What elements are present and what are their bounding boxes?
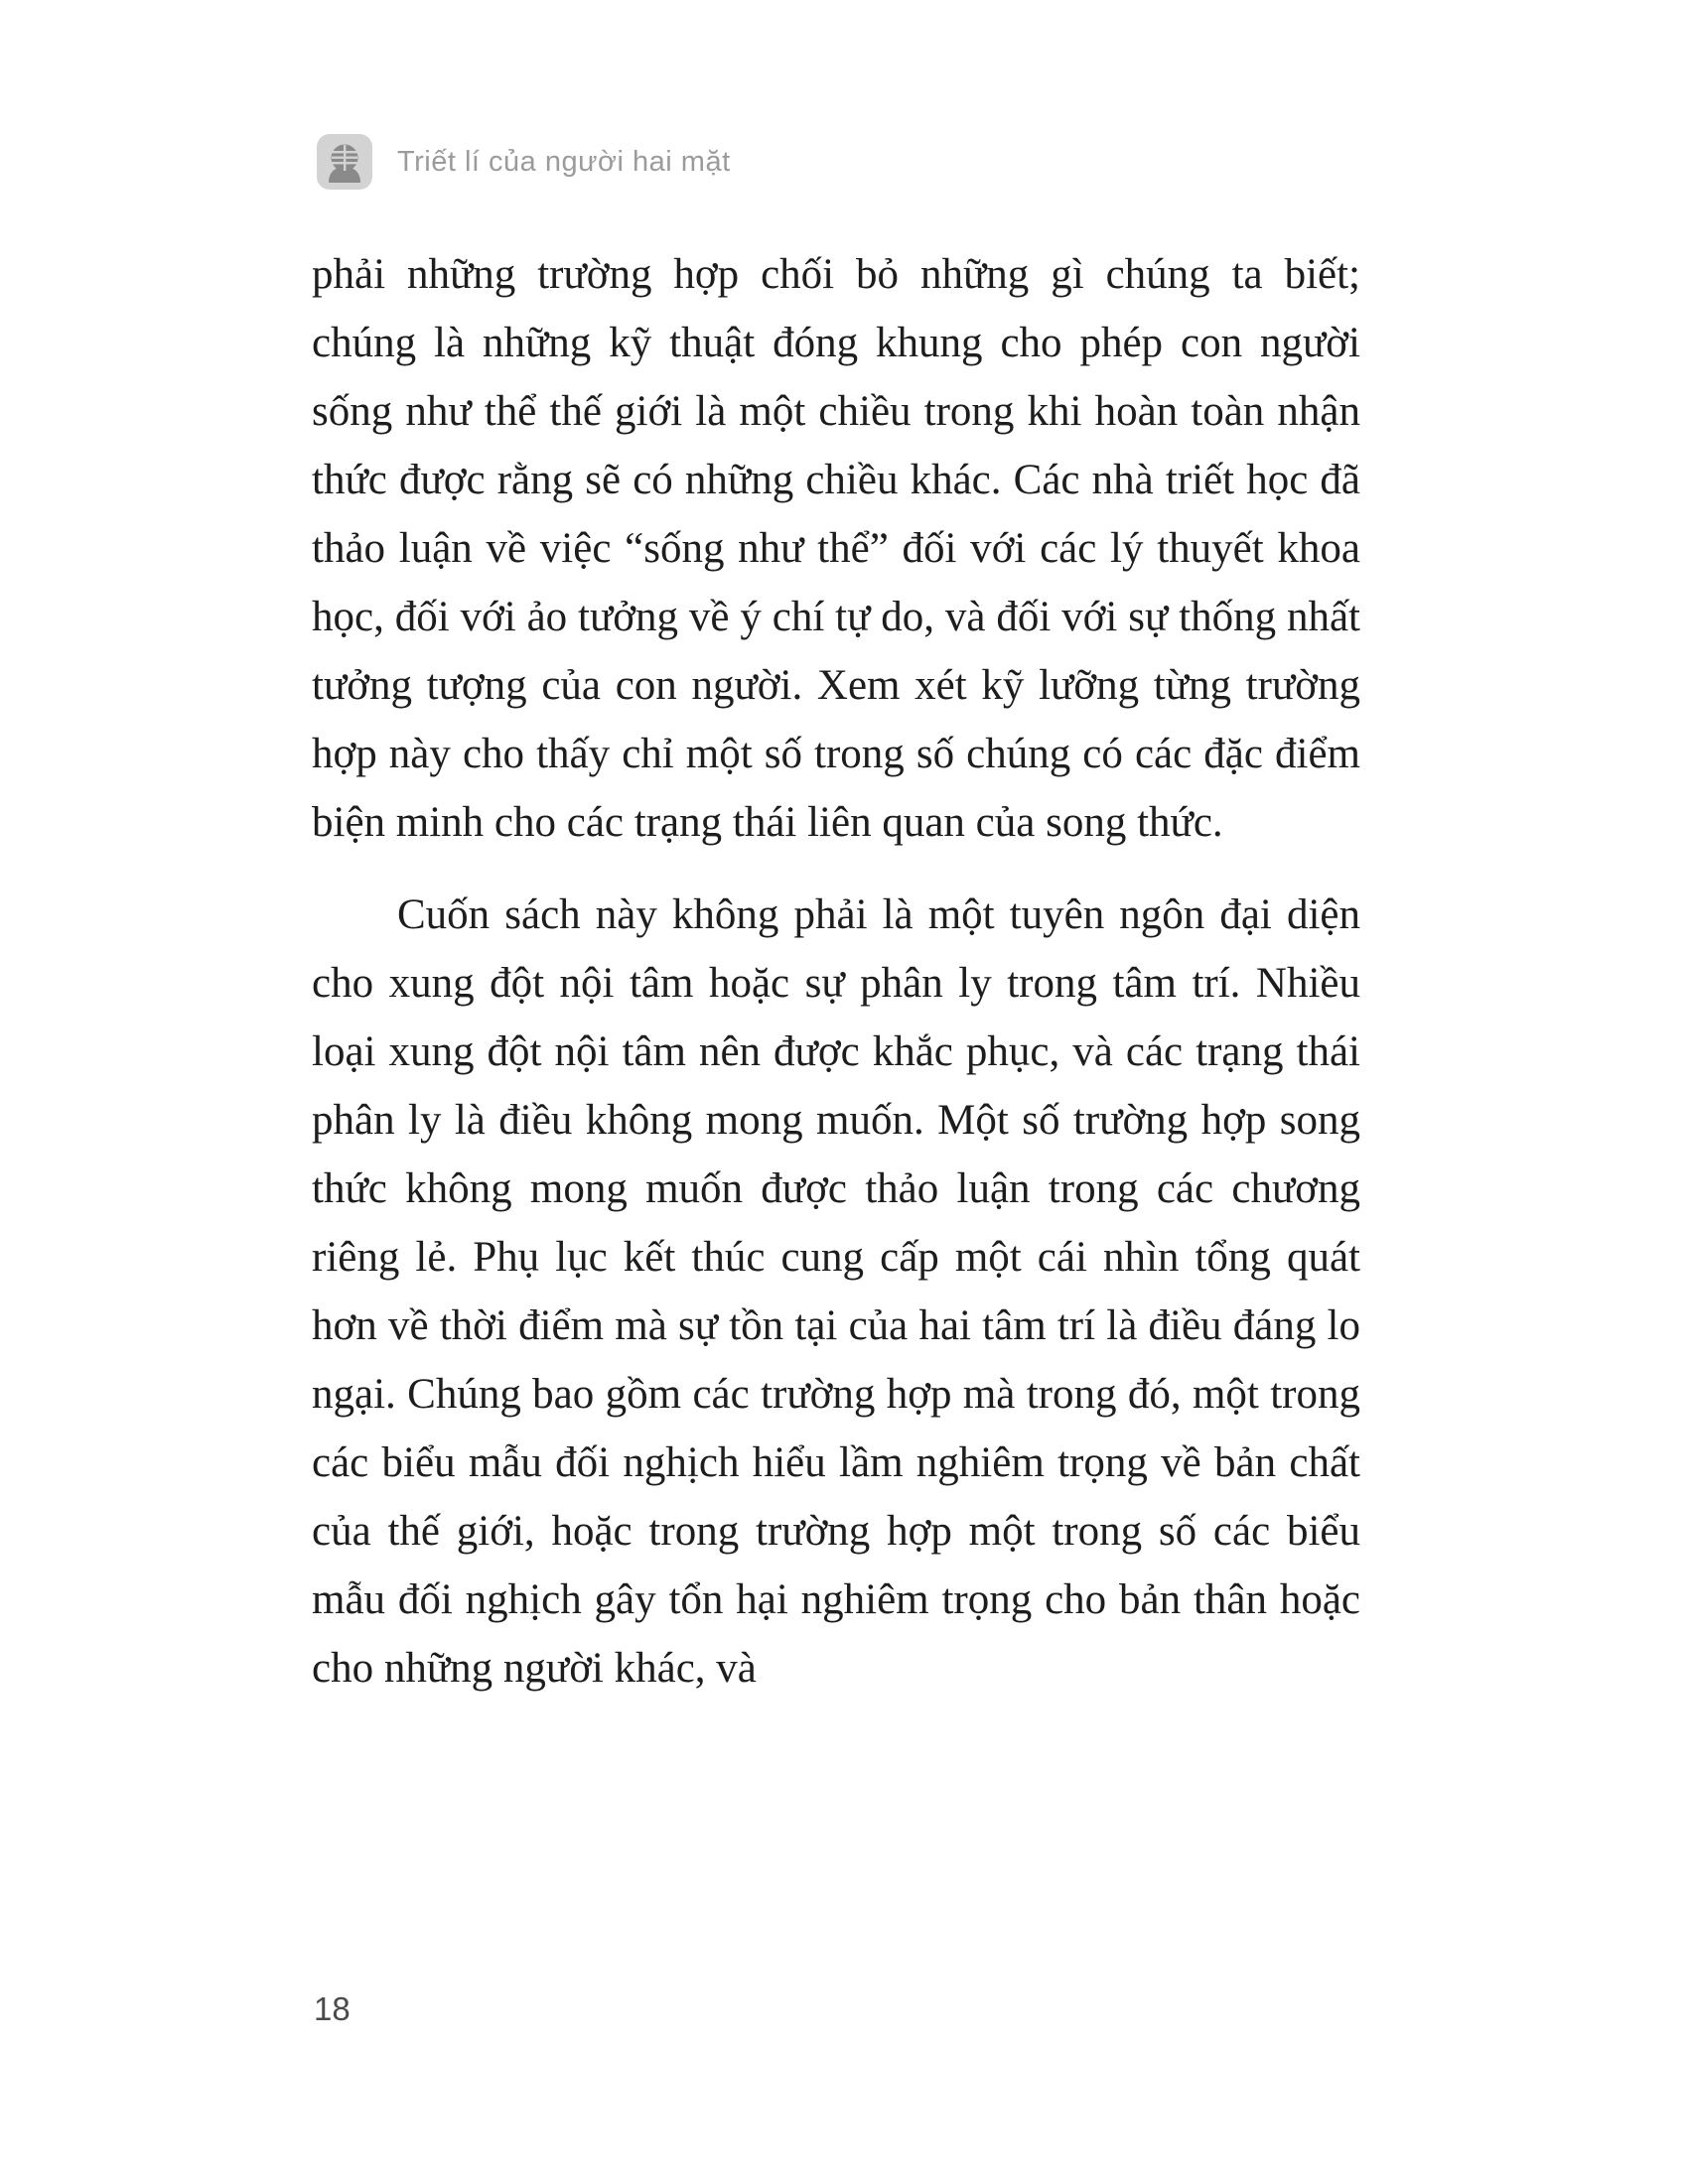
page-body <box>312 240 1360 1703</box>
paragraph-2: Cuốn sách này không phải là một tuyên ngôn đại diện cho xung đột nội tâm hoặc sự phân ly trong tâm trí. Nhiều loại xung đột nội tâm nên được khắc phục, và các trạng thái phân ly là điều không mong muốn. Một số trường hợp song thức không mong muốn được thảo luận trong các chương riêng lẻ. Phụ lục kết thúc cung cấp một cái nhìn tổng quát hơn về thời điểm mà sự tồn tại của hai tâm trí là điều đáng lo ngại. Chúng bao gồm các trường hợp mà trong đó, một trong các biểu mẫu đối nghịch hiểu lầm nghiêm trọng về bản chất của thế giới, hoặc trong trường hợp một trong số các biểu mẫu đối nghịch gây tổn hại nghiêm trọng cho bản thân hoặc cho những người khác, và <box>312 891 1360 1692</box>
two-face-logo-icon <box>316 133 373 191</box>
book-title: Triết lí của người hai mặt <box>397 145 731 178</box>
paragraph-1: phải những trường hợp chối bỏ những gì chúng ta biết; chúng là những kỹ thuật đóng khung cho phép con người sống như thể thế giới là một chiều trong khi hoàn toàn nhận thức được rằng sẽ có những chiều khác. Các nhà triết học đã thảo luận về việc “sống như thể” đối với các lý thuyết khoa học, đối với ảo tưởng về ý chí tự do, và đối với sự thống nhất tưởng tượng của con người. Xem xét kỹ lưỡng từng trường hợp này cho thấy chỉ một số trong số chúng có các đặc điểm biện minh cho các trạng thái liên quan của song thức. <box>312 251 1360 846</box>
page-number: 18 <box>314 1990 351 2027</box>
page-header <box>316 133 731 191</box>
